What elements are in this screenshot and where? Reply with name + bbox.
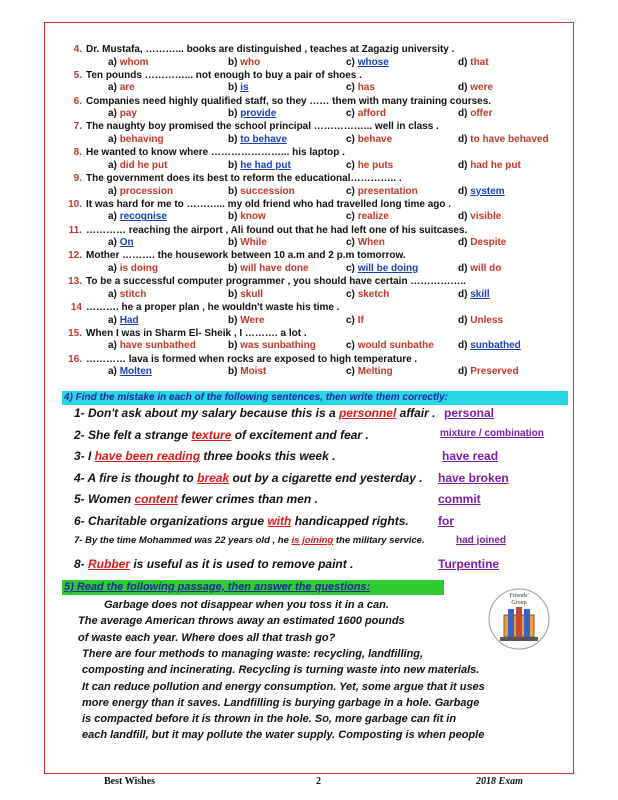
logo-text-bottom: Group	[511, 600, 527, 606]
option-letter: d)	[458, 185, 468, 197]
option-word: skill	[470, 288, 490, 300]
option-letter: a)	[108, 133, 117, 145]
friends-group-logo-icon	[488, 585, 550, 653]
option-b[interactable]	[228, 263, 309, 274]
option-a[interactable]	[108, 186, 173, 197]
option-word: provide	[240, 108, 277, 120]
question-number: 12.	[68, 250, 82, 262]
mistake-word: with	[267, 513, 292, 528]
option-word: is	[240, 82, 249, 94]
option-letter: b)	[228, 159, 238, 171]
mistake-word: texture	[191, 427, 232, 442]
sentence-text: of excitement and fear .	[231, 427, 369, 442]
option-b[interactable]	[228, 366, 266, 377]
option-word: was sunbathing	[240, 340, 316, 352]
question-number: 4.	[73, 44, 82, 55]
sentence-text: is useful as it is used to remove paint .	[130, 556, 354, 571]
sentence-text: 6- Charitable organizations argue	[74, 513, 268, 528]
option-word: system	[470, 185, 505, 197]
option-word: will do	[470, 262, 502, 274]
option-letter: b)	[228, 314, 238, 326]
option-letter: c)	[346, 314, 355, 326]
option-word: did he put	[119, 159, 168, 171]
option-b[interactable]	[228, 57, 260, 68]
option-letter: d)	[458, 237, 468, 249]
option-a[interactable]	[108, 263, 158, 274]
question-number: 5.	[73, 69, 82, 81]
option-word: have sunbathed	[119, 340, 196, 352]
option-d[interactable]	[458, 82, 493, 93]
option-a[interactable]	[108, 289, 146, 300]
option-letter: a)	[108, 159, 117, 171]
question-number: 11.	[68, 224, 82, 236]
option-word: presentation	[357, 185, 418, 197]
option-word: Preserved	[470, 366, 519, 378]
question-text: ………. he a proper plan , he wouldn't waste his time .	[86, 302, 340, 313]
option-word: behaving	[119, 133, 164, 145]
question-text: It was hard for me to ………... my old friend who had travelled long time ago .	[86, 198, 452, 210]
question-number: 8.	[73, 147, 82, 159]
option-c[interactable]	[346, 108, 386, 119]
option-letter: b)	[228, 82, 238, 94]
passage-line: each landfill, but it may pollute the water supply. Composting is when people	[82, 729, 485, 742]
option-d[interactable]	[458, 366, 519, 377]
question-text: To be a successful computer programmer , you should have certain ……………..	[86, 276, 466, 288]
option-word: whom	[119, 56, 149, 68]
passage-line: composting and incinerating. Recycling is turning waste into new materials.	[82, 664, 480, 677]
question-text: Mother ………. the housework between 10 a.m and 2 p.m tomorrow.	[86, 250, 406, 262]
option-letter: a)	[108, 314, 117, 326]
option-word: sketch	[357, 288, 390, 300]
passage-line: The average American throws away an estimated 1600 pounds	[78, 615, 405, 628]
option-word: that	[470, 56, 489, 68]
sentence-text: out by a cigarette end yesterday .	[229, 470, 423, 485]
option-word: to have behaved	[470, 133, 549, 145]
option-word: realize	[357, 211, 389, 223]
option-letter: d)	[458, 159, 468, 171]
option-letter: a)	[108, 108, 117, 120]
option-c[interactable]	[346, 82, 375, 93]
option-letter: a)	[108, 288, 117, 300]
mistake-sentence-5	[74, 492, 318, 506]
option-word: is doing	[119, 262, 159, 274]
option-c[interactable]	[346, 237, 385, 248]
passage-line: It can reduce pollution and energy consumption. Yet, some argue that it uses	[82, 680, 485, 693]
option-letter: d)	[458, 262, 468, 274]
option-letter: b)	[228, 211, 238, 223]
option-b[interactable]	[228, 289, 263, 300]
question-number: 13.	[68, 276, 82, 288]
option-letter: d)	[458, 314, 468, 326]
question-text: ………… reaching the airport , Ali found out that he had left one of his suitcases.	[86, 224, 468, 236]
option-d[interactable]	[458, 134, 549, 145]
option-letter: a)	[108, 82, 117, 94]
option-a[interactable]	[108, 340, 196, 351]
option-b[interactable]	[228, 340, 316, 351]
passage-line: of waste each year. Where does all that trash go?	[78, 631, 336, 644]
option-a[interactable]	[108, 211, 167, 222]
option-word: visible	[470, 211, 502, 223]
option-c[interactable]	[346, 289, 389, 300]
option-letter: c)	[346, 211, 355, 223]
question-number: 10.	[68, 198, 82, 210]
question-number: 9.	[73, 173, 82, 184]
question-text: Dr. Mustafa, ………... books are distinguished , teaches at Zagazig university .	[86, 44, 455, 55]
option-word: will have done	[240, 262, 309, 274]
option-word: behave	[357, 133, 393, 145]
option-letter: b)	[228, 185, 238, 197]
mistake-sentence-4	[74, 471, 423, 485]
option-word: Were	[240, 314, 265, 326]
option-word: Melting	[357, 366, 393, 378]
option-c[interactable]	[346, 340, 434, 351]
option-b[interactable]	[228, 108, 276, 119]
option-letter: a)	[108, 211, 117, 223]
option-letter: a)	[108, 185, 117, 197]
mistake-sentence-1	[74, 406, 435, 420]
mistake-word: have been reading	[94, 449, 201, 463]
mistake-sentence-7	[74, 535, 425, 546]
option-b[interactable]	[228, 237, 267, 248]
correction-answer: had joined	[456, 535, 506, 546]
sentence-text: 4- A fire is thought to	[74, 470, 198, 485]
mistake-word: Rubber	[88, 556, 131, 571]
question-text: He wanted to know where …………………... his laptop .	[86, 147, 345, 159]
option-letter: c)	[346, 366, 355, 378]
option-d[interactable]	[458, 340, 521, 351]
option-a[interactable]	[108, 134, 164, 145]
option-d[interactable]	[458, 289, 490, 300]
option-letter: d)	[458, 288, 468, 300]
question-text: The government does its best to reform the educational………….. .	[86, 173, 402, 184]
option-letter: b)	[228, 133, 238, 145]
mistake-word: break	[197, 470, 230, 485]
option-b[interactable]	[228, 211, 266, 222]
option-letter: a)	[108, 366, 117, 378]
option-word: sunbathed	[470, 340, 521, 352]
question-5	[73, 69, 556, 81]
correction-answer: Turpentine	[438, 556, 500, 571]
option-letter: a)	[108, 262, 117, 274]
option-c[interactable]	[346, 57, 389, 68]
sentence-text: 7- By the time Mohammed was 22 years old , he	[74, 535, 292, 546]
passage-line: There are four methods to managing waste: recycling, landfilling,	[82, 647, 424, 660]
option-b[interactable]	[228, 186, 295, 197]
question-10	[68, 198, 556, 210]
footer-page-number: 2	[316, 776, 321, 787]
option-letter: c)	[346, 262, 355, 274]
option-letter: b)	[228, 108, 238, 120]
question-number: 16.	[68, 353, 82, 365]
option-c[interactable]	[346, 186, 418, 197]
option-word: were	[470, 82, 494, 94]
option-word: who	[240, 56, 261, 68]
question-8	[73, 147, 556, 159]
option-word: Despite	[470, 237, 507, 249]
correction-answer: commit	[438, 492, 481, 506]
option-a[interactable]	[108, 160, 167, 171]
sentence-text: 2- She felt a strange	[74, 427, 192, 442]
option-letter: d)	[458, 133, 468, 145]
option-letter: b)	[228, 56, 238, 68]
option-b[interactable]	[228, 134, 287, 145]
option-letter: d)	[458, 108, 468, 120]
question-14	[70, 302, 556, 313]
footer-right: 2018 Exam	[476, 776, 523, 787]
correction-answer: mixture / combination	[440, 427, 544, 439]
question-11	[68, 224, 556, 236]
option-word: would sunbathe	[357, 340, 434, 352]
question-text: The naughty boy promised the school principal ……………... well in class .	[86, 121, 439, 133]
option-c[interactable]	[346, 160, 393, 171]
correction-answer: have broken	[438, 470, 509, 485]
option-word: skull	[240, 288, 264, 300]
option-word: whose	[357, 56, 389, 68]
mistake-sentence-6	[74, 514, 409, 528]
option-word: know	[240, 211, 266, 223]
mistake-sentence-3	[74, 449, 335, 463]
option-letter: c)	[346, 133, 355, 145]
option-a[interactable]	[108, 315, 139, 326]
option-word: Moist	[240, 366, 267, 378]
logo-text-top: Friends'	[509, 593, 529, 599]
option-letter: d)	[458, 211, 468, 223]
option-letter: d)	[458, 366, 468, 378]
option-word: While	[240, 237, 267, 249]
sentence-text: 5- Women	[74, 492, 135, 506]
sentence-text: affair .	[396, 406, 436, 420]
option-d[interactable]	[458, 186, 505, 197]
option-word: are	[119, 82, 135, 94]
option-letter: d)	[458, 56, 468, 68]
question-12	[68, 250, 556, 262]
option-word: Unless	[470, 314, 504, 326]
question-number: 6.	[73, 95, 82, 107]
sentence-text: three books this week .	[200, 449, 336, 463]
option-word: stitch	[119, 288, 147, 300]
mistake-sentence-8	[74, 557, 353, 571]
option-d[interactable]	[458, 237, 506, 248]
question-text: When I was in Sharm El- Sheik , I ………. a lot .	[86, 327, 307, 339]
option-d[interactable]	[458, 57, 489, 68]
option-letter: c)	[346, 185, 355, 197]
option-letter: b)	[228, 366, 238, 378]
sentence-text: the military service.	[333, 535, 425, 546]
option-d[interactable]	[458, 211, 501, 222]
option-letter: d)	[458, 340, 468, 352]
question-6	[73, 95, 556, 107]
option-b[interactable]	[228, 82, 249, 93]
mistake-sentence-2	[74, 428, 369, 442]
option-letter: a)	[108, 56, 117, 68]
option-d[interactable]	[458, 108, 492, 119]
sentence-text: 3- I	[74, 449, 95, 463]
option-c[interactable]	[346, 366, 393, 377]
correction-answer: personal	[444, 406, 495, 420]
option-word: When	[357, 237, 385, 249]
question-text: ………… lava is formed when rocks are exposed to high temperature .	[86, 353, 418, 365]
option-letter: c)	[346, 237, 355, 249]
option-word: he puts	[357, 159, 394, 171]
option-letter: b)	[228, 340, 238, 352]
mistake-word: personnel	[338, 406, 397, 420]
option-word: recognise	[119, 211, 167, 223]
option-a[interactable]	[108, 57, 149, 68]
option-c[interactable]	[346, 315, 364, 326]
option-d[interactable]	[458, 263, 501, 274]
option-b[interactable]	[228, 160, 291, 171]
option-word: has	[357, 82, 375, 94]
sentence-text: fewer crimes than men .	[177, 492, 318, 506]
option-letter: b)	[228, 288, 238, 300]
option-word: offer	[470, 108, 493, 120]
option-word: succession	[240, 185, 295, 197]
option-word: pay	[119, 108, 137, 120]
option-letter: a)	[108, 237, 117, 249]
option-letter: c)	[346, 159, 355, 171]
question-13	[68, 276, 556, 288]
option-word: procession	[119, 185, 174, 197]
passage-line: is compacted before it is thrown in the hole. So, more garbage can fit in	[82, 713, 457, 726]
option-word: will be doing	[357, 262, 419, 274]
option-a[interactable]	[108, 108, 137, 119]
mistake-word: content	[134, 492, 178, 506]
option-letter: c)	[346, 82, 355, 94]
question-7	[73, 121, 556, 133]
option-a[interactable]	[108, 82, 135, 93]
option-letter: a)	[108, 340, 117, 352]
question-number: 14	[70, 302, 82, 313]
option-letter: c)	[346, 288, 355, 300]
passage-line: more energy than it saves. Landfilling is burying garbage in a hole. Garbage	[82, 696, 480, 709]
option-letter: b)	[228, 237, 238, 249]
option-word: Had	[119, 314, 139, 326]
correction-answer: have read	[442, 449, 499, 463]
sentence-text: 8-	[74, 556, 89, 571]
sentence-text: handicapped rights.	[291, 513, 409, 528]
question-16	[68, 353, 556, 365]
option-word: afford	[357, 108, 387, 120]
footer-left: Best Wishes	[104, 776, 156, 787]
option-word: to behave	[240, 133, 287, 145]
passage-line: Garbage does not disappear when you toss it in a can.	[104, 599, 389, 611]
option-letter: c)	[346, 108, 355, 120]
correction-answer: for	[438, 513, 454, 528]
option-word: Molten	[119, 366, 152, 378]
option-d[interactable]	[458, 160, 521, 171]
question-4	[73, 44, 556, 55]
option-c[interactable]	[346, 263, 418, 274]
option-letter: c)	[346, 56, 355, 68]
option-a[interactable]	[108, 237, 134, 248]
question-15	[68, 327, 556, 339]
question-number: 15.	[68, 327, 82, 339]
section5-title: 5) Read the following passage, then answer the questions:	[62, 580, 444, 595]
option-word: he had put	[240, 159, 291, 171]
question-text: Ten pounds …………... not enough to buy a pair of shoes .	[86, 69, 362, 81]
option-b[interactable]	[228, 315, 265, 326]
option-c[interactable]	[346, 211, 389, 222]
option-word: If	[357, 314, 364, 326]
option-c[interactable]	[346, 134, 392, 145]
mistake-word: is joining	[291, 535, 334, 546]
option-letter: d)	[458, 82, 468, 94]
question-text: Companies need highly qualified staff, so they …… them with many training courses.	[86, 95, 492, 107]
question-number: 7.	[73, 121, 82, 133]
section4-title: 4) Find the mistake in each of the following sentences, then write them correctly:	[62, 391, 568, 405]
sentence-text: 1- Don't ask about my salary because this is a	[74, 406, 339, 420]
option-letter: c)	[346, 340, 355, 352]
question-9	[73, 173, 556, 184]
option-d[interactable]	[458, 315, 503, 326]
option-word: had he put	[470, 159, 521, 171]
option-letter: b)	[228, 262, 238, 274]
option-word: On	[119, 237, 134, 249]
option-a[interactable]	[108, 366, 152, 377]
